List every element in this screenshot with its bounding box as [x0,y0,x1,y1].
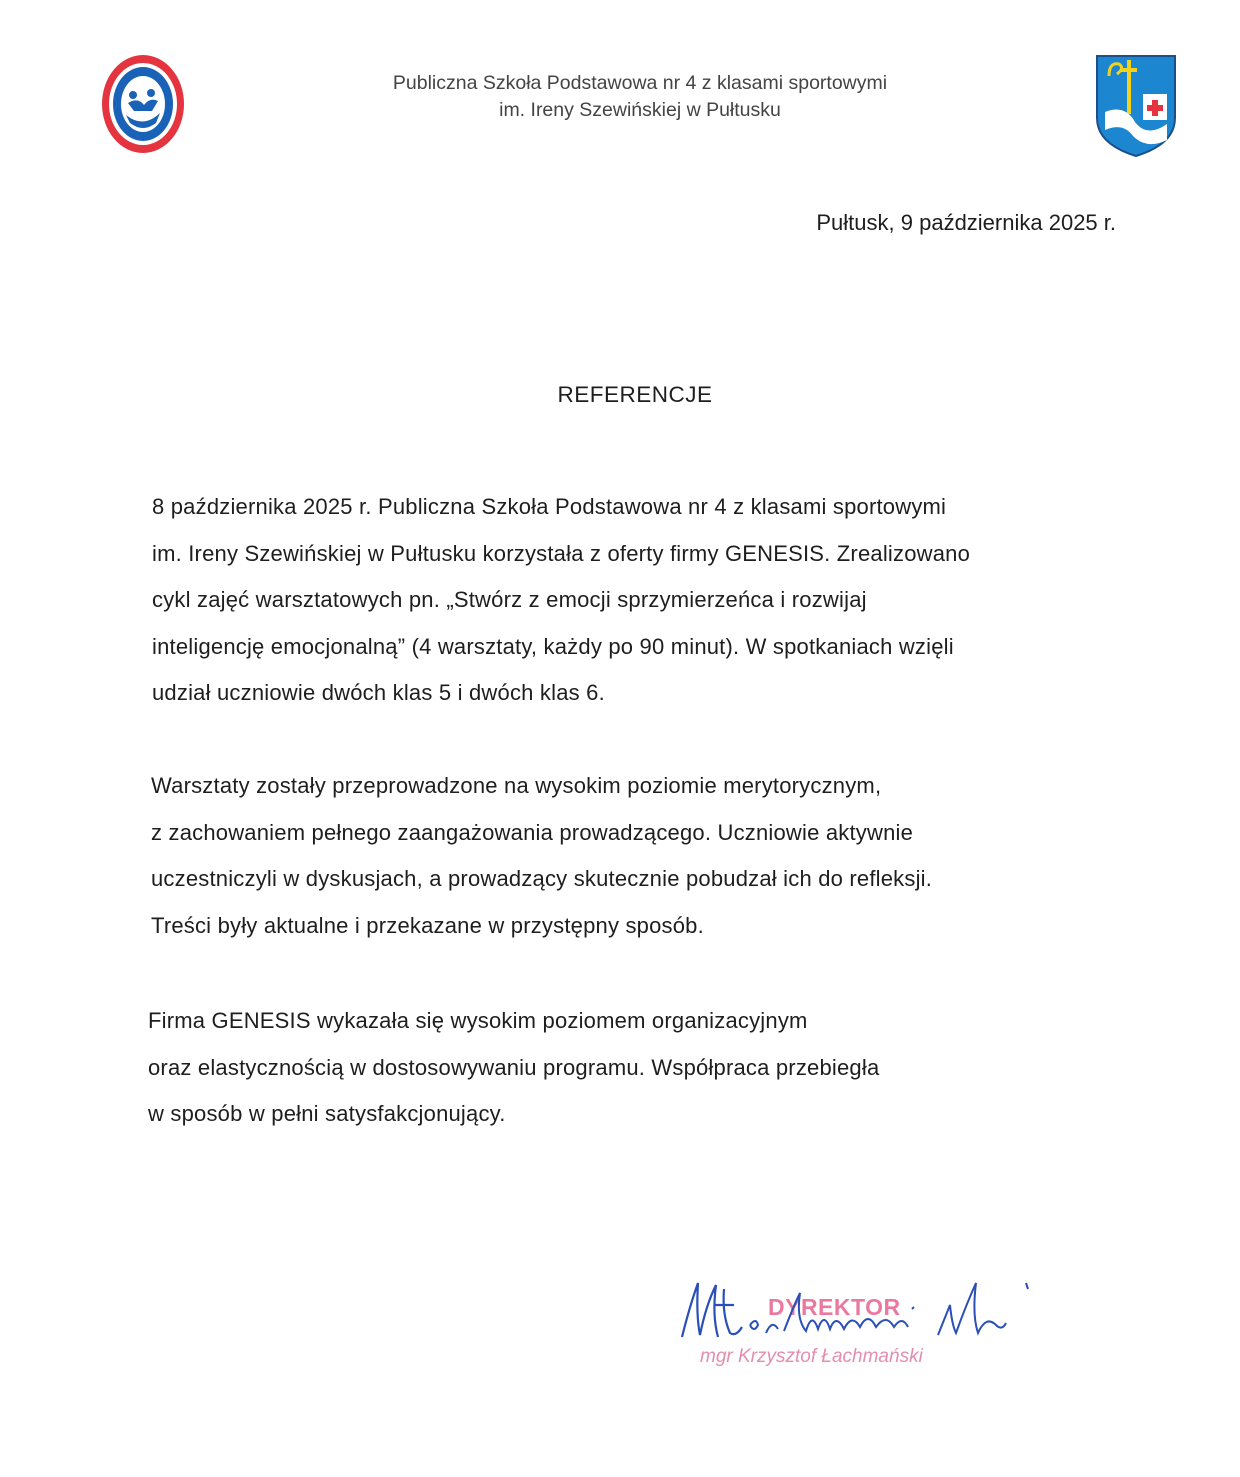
text-line: cykl zajęć warsztatowych pn. „Stwórz z emocji sprzymierzeńca i rozwijaj [152,587,867,612]
town-crest [1095,54,1177,158]
school-logo [100,53,186,155]
stamp-title: DYREKTOR [768,1294,901,1320]
paragraph-2 [151,763,932,949]
document-date: Pułtusk, 9 października 2025 r. [816,210,1116,235]
text-line: 8 października 2025 r. Publiczna Szkoła Podstawowa nr 4 z klasami sportowymi [152,494,947,519]
text-line: Firma GENESIS wykazała się wysokim poziomem organizacyjnym [148,1008,808,1033]
text-line: z zachowaniem pełnego zaangażowania prowadzącego. Uczniowie aktywnie [151,819,914,845]
paragraph-1 [152,484,970,717]
stamp-name: mgr Krzysztof Łachmański [700,1346,923,1367]
text-line: udział uczniowie dwóch klas 5 i dwóch klas 6. [152,680,605,705]
text-line: uczestniczyli w dyskusjach, a prowadzący skutecznie pobudzał ich do refleksji. [151,866,933,891]
handwritten-signature [676,1275,1036,1345]
school-name-line2: im. Ireny Szewińskiej w Pułtusku [499,99,781,121]
text-line: oraz elastycznością w dostosowywaniu programu. Współpraca przebiegła [148,1054,880,1080]
text-line: w sposób w pełni satysfakcjonujący. [148,1101,506,1126]
paragraph-3 [148,998,879,1138]
school-name-line1: Publiczna Szkoła Podstawowa nr 4 z klasami sportowymi [392,72,888,94]
text-line: Treści były aktualne i przekazane w przystępny sposób. [151,912,704,938]
document-title: REFERENCJE [557,382,713,407]
text-line: Warsztaty zostały przeprowadzone na wysokim poziomie merytorycznym, [151,773,882,798]
text-line: im. Ireny Szewińskiej w Pułtusku korzystała z oferty firmy GENESIS. Zrealizowano [152,540,971,566]
text-line: inteligencję emocjonalną” (4 warsztaty, każdy po 90 minut). W spotkaniach wzięli [152,633,954,659]
